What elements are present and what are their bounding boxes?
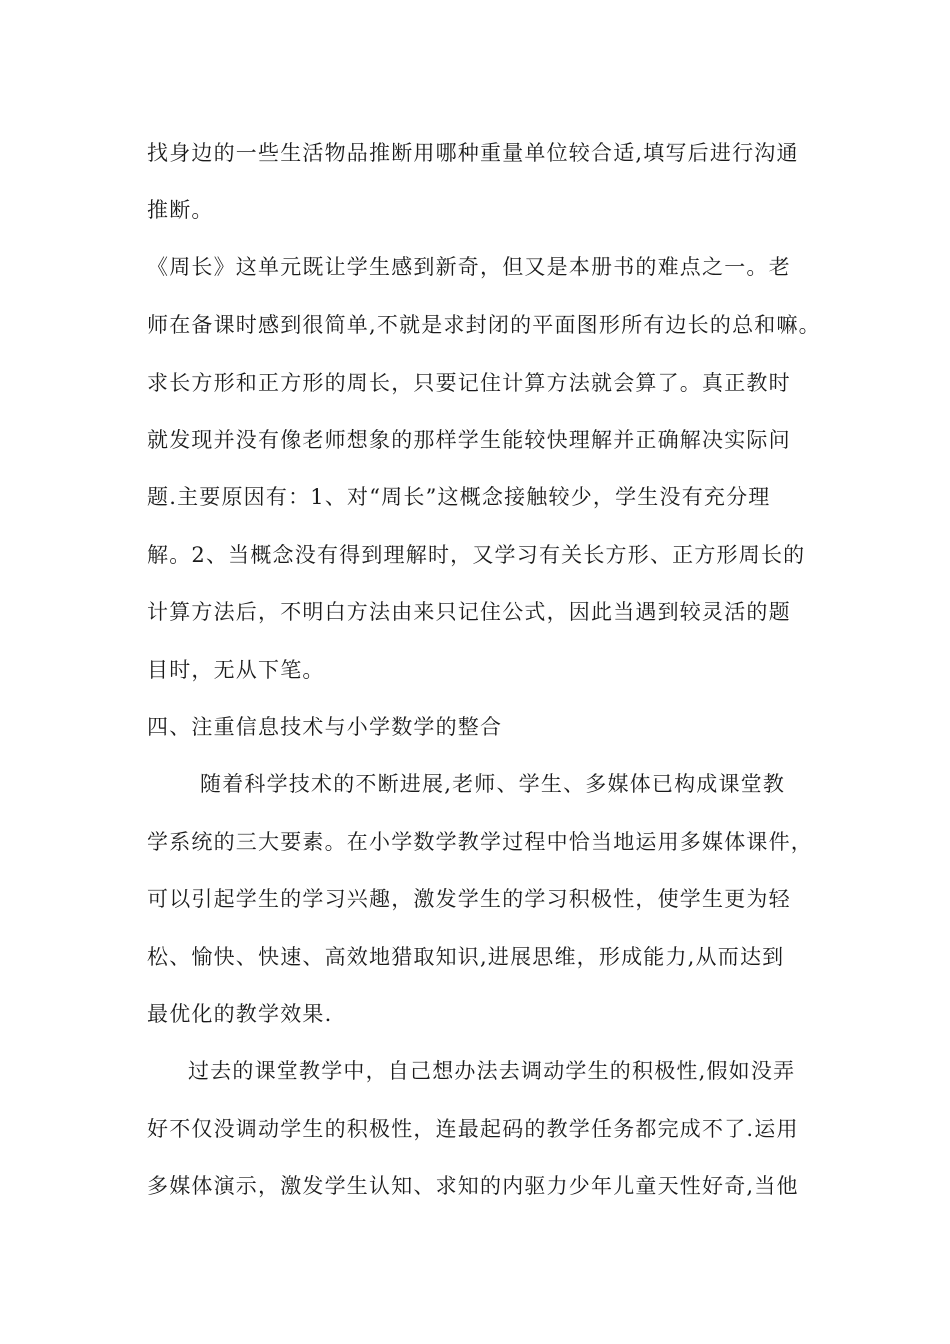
text-line-6: 就发现并没有像老师想象的那样学生能较快理解并正确解决实际问	[147, 428, 791, 452]
text-line-14: 可以引起学生的学习兴趣，激发学生的学习积极性，使学生更为轻	[147, 887, 791, 911]
text-line-19: 多媒体演示，激发学生认知、求知的内驱力少年儿童天性好奇,当他	[147, 1174, 799, 1198]
text-line-2: 推断。	[147, 198, 214, 222]
text-line-13: 学系统的三大要素。在小学数学教学过程中恰当地运用多媒体课件，	[147, 830, 813, 854]
section-heading: 四、注重信息技术与小学数学的整合	[147, 715, 503, 739]
text-line-16: 最优化的教学效果.	[147, 1002, 333, 1026]
text-line-5: 求长方形和正方形的周长，只要记住计算方法就会算了。真正教时	[147, 371, 791, 395]
text-line-15: 松、愉快、快速、高效地猎取知识,进展思维，形成能力,从而达到	[147, 945, 785, 969]
text-line-12: 随着科学技术的不断进展,老师、学生、多媒体已构成课堂教	[200, 772, 786, 796]
text-line-17: 过去的课堂教学中，自己想办法去调动学生的积极性,假如没弄	[188, 1059, 796, 1083]
text-line-4: 师在备课时感到很简单,不就是求封闭的平面图形所有边长的总和嘛。	[147, 313, 821, 337]
text-line-8: 解。2、当概念没有得到理解时，又学习有关长方形、正方形周长的	[147, 543, 806, 567]
text-line-9: 计算方法后，不明白方法由来只记住公式，因此当遇到较灵活的题	[147, 600, 791, 624]
text-line-7: 题.主要原因有：1、对“周长”这概念接触较少，学生没有充分理	[147, 485, 771, 509]
text-line-3: 《周长》这单元既让学生感到新奇，但又是本册书的难点之一。老	[147, 255, 791, 279]
text-line-1: 找身边的一些生活物品推断用哪种重量单位较合适,填写后进行沟通	[147, 141, 799, 165]
text-line-18: 好不仅没调动学生的积极性，连最起码的教学任务都完成不了.运用	[147, 1117, 799, 1141]
text-line-10: 目时，无从下笔。	[147, 658, 325, 682]
